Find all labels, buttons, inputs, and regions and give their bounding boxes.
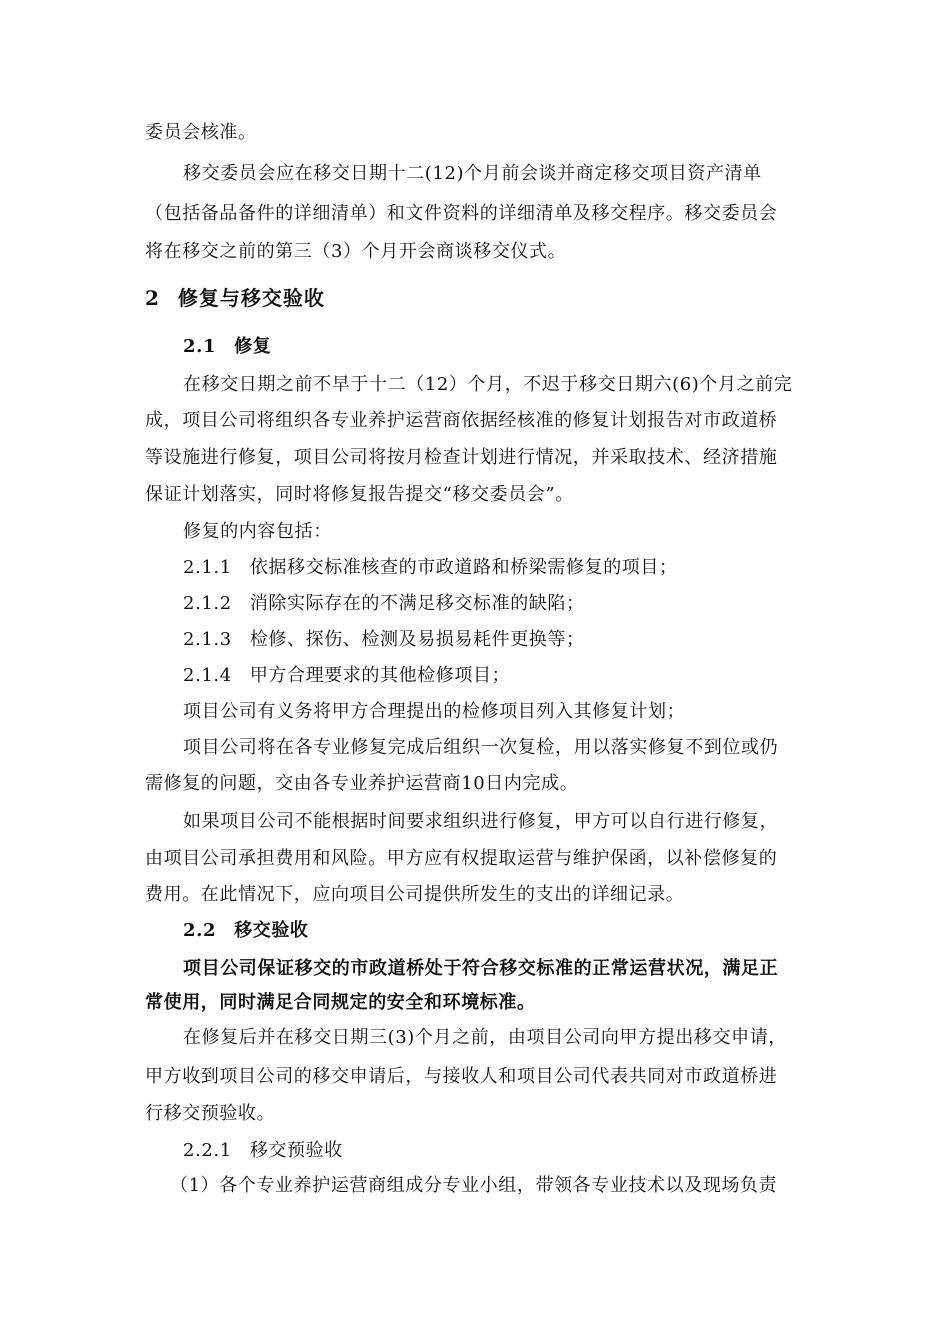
- text-line: 在修复后并在移交日期三(3)个月之前，由项目公司向甲方提出移交申请，: [183, 1027, 787, 1048]
- list-item: [183, 555, 678, 581]
- text-line: 将在移交之前的第三（3）个月开会商谈移交仪式。: [145, 241, 567, 262]
- section-heading-2-1: [183, 334, 271, 360]
- text-line: 行移交预验收。: [145, 1103, 276, 1124]
- section-title: 移交验收: [234, 920, 309, 941]
- text-line: （1）各个专业养护运营商组成分专业小组，带领各专业技术以及现场负责: [170, 1175, 778, 1196]
- bold-text-line: 项目公司保证移交的市政道桥处于符合移交标准的正常运营状况，满足正: [183, 958, 779, 979]
- item-text: 甲方合理要求的其他检修项目；: [249, 665, 511, 686]
- item-number: 2.1.2: [183, 593, 232, 614]
- list-item: [183, 591, 585, 617]
- text-line: 由项目公司承担费用和风险。甲方应有权提取运营与维护保函，以补偿修复的: [145, 848, 778, 869]
- list-item: [183, 663, 510, 689]
- text-line: 甲方收到项目公司的移交申请后，与接收人和项目公司代表共同对市政道桥进: [145, 1066, 778, 1087]
- item-text: 消除实际存在的不满足移交标准的缺陷；: [249, 593, 585, 614]
- text-line: 成，项目公司将组织各专业养护运营商依据经核准的修复计划报告对市政道桥: [145, 410, 778, 431]
- text-line: 修复的内容包括：: [183, 521, 332, 542]
- section-heading-2-2: [183, 918, 309, 944]
- section-number: 2.1: [183, 336, 217, 357]
- item-number: 2.1.4: [183, 665, 232, 686]
- text-line: 在移交日期之前不早于十二（12）个月，不迟于移交日期六(6)个月之前完: [183, 374, 793, 395]
- text-line: 保证计划落实，同时将修复报告提交“移交委员会”。: [145, 484, 574, 505]
- section-title: 修复: [234, 336, 272, 357]
- item-text: 依据移交标准核查的市政道路和桥梁需修复的项目；: [249, 557, 678, 578]
- section-heading-2: [145, 284, 325, 312]
- item-number: 2.1.3: [183, 629, 232, 650]
- section-title: 移交预验收: [249, 1140, 343, 1161]
- bold-text-line: 常使用，同时满足合同规定的安全和环境标准。: [145, 992, 536, 1013]
- text-line: 项目公司将在各专业修复完成后组织一次复检，用以落实修复不到位或仍: [183, 737, 779, 758]
- list-item: [183, 627, 585, 653]
- text-line: 费用。在此情况下，应向项目公司提供所发生的支出的详细记录。: [145, 884, 685, 905]
- section-number: 2.2.1: [183, 1140, 232, 1161]
- text-line: 如果项目公司不能根据时间要求组织进行修复，甲方可以自行进行修复，: [183, 811, 779, 832]
- subsection-heading-2-2-1: [183, 1138, 343, 1164]
- item-text: 检修、探伤、检测及易损易耗件更换等；: [249, 629, 585, 650]
- text-line: 需修复的问题，交由各专业养护运营商10日内完成。: [145, 773, 579, 794]
- text-line: 等设施进行修复，项目公司将按月检查计划进行情况，并采取技术、经济措施: [145, 447, 778, 468]
- text-line: 项目公司有义务将甲方合理提出的检修项目列入其修复计划；: [183, 701, 686, 722]
- text-line: 委员会核准。: [145, 122, 257, 143]
- section-number: 2.2: [183, 920, 217, 941]
- section-title: 修复与移交验收: [177, 286, 325, 310]
- section-number: 2: [145, 286, 160, 310]
- text-line: （包括备品备件的详细清单）和文件资料的详细清单及移交程序。移交委员会: [145, 203, 778, 224]
- item-number: 2.1.1: [183, 557, 232, 578]
- text-line: 移交委员会应在移交日期十二(12)个月前会谈并商定移交项目资产清单: [183, 163, 762, 184]
